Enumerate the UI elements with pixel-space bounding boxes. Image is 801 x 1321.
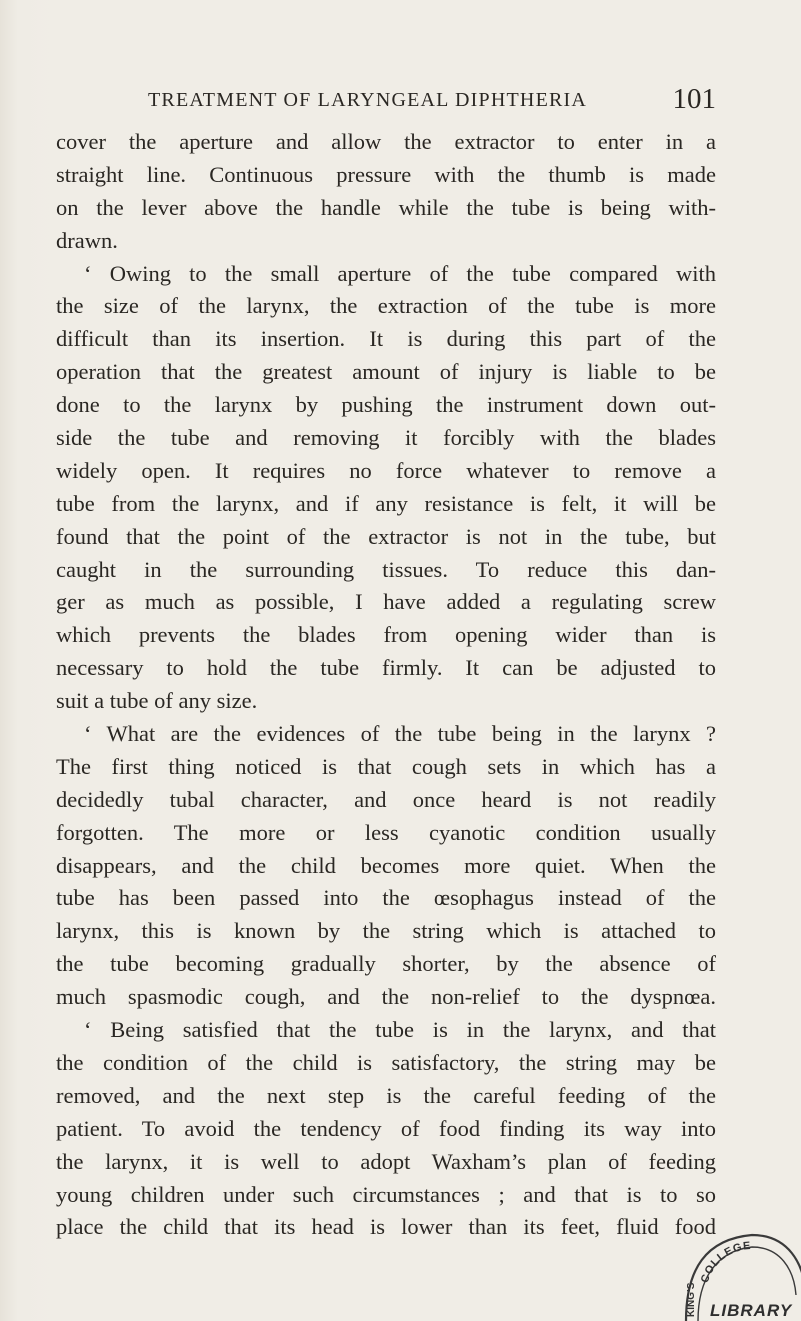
text-line: ‘ Being satisfied that the tube is in the larynx, and that [84, 1017, 716, 1043]
stamp-center-text: LIBRARY [710, 1301, 793, 1320]
running-head [148, 83, 716, 116]
stamp-left-text: KING’S [686, 1282, 697, 1317]
text-line: widely open. It requires no force whatever to remove a [56, 457, 716, 483]
text-line: caught in the surrounding tissues. To reduce this dan- [56, 556, 716, 582]
text-line: necessary to hold the tube firmly. It can be adjusted to [56, 655, 716, 681]
text-line: done to the larynx by pushing the instrument down out- [56, 392, 716, 418]
text-line: which prevents the blades from opening wider than is [56, 622, 716, 648]
text-line: ‘ What are the evidences of the tube being in the larynx ? [84, 721, 716, 747]
text-line: The first thing noticed is that cough sets in which has a [56, 753, 716, 779]
text-line: larynx, this is known by the string which is attached to [56, 918, 716, 944]
text-line: patient. To avoid the tendency of food finding its way into [56, 1115, 716, 1141]
text-line: side the tube and removing it forcibly with the blades [56, 425, 716, 451]
text-line: straight line. Continuous pressure with the thumb is made [56, 161, 716, 187]
text-line: decidedly tubal character, and once heard is not readily [56, 786, 716, 812]
text-line: tube has been passed into the œsophagus instead of the [56, 885, 716, 911]
library-stamp-graphic [676, 1225, 801, 1321]
body-text [56, 126, 716, 1244]
text-line: ger as much as possible, I have added a regulating screw [56, 589, 716, 615]
text-line: disappears, and the child becomes more quiet. When the [56, 852, 716, 878]
text-line: difficult than its insertion. It is during this part of the [56, 326, 716, 352]
text-line: forgotten. The more or less cyanotic condition usually [56, 819, 716, 845]
text-line: much spasmodic cough, and the non-relief to the dyspnœa. [56, 984, 716, 1010]
text-line: the size of the larynx, the extraction of the tube is more [56, 293, 716, 319]
text-line: the tube becoming gradually shorter, by the absence of [56, 951, 716, 977]
text-line: tube from the larynx, and if any resistance is felt, it will be [56, 490, 716, 516]
text-line: the larynx, it is well to adopt Waxham’s plan of feeding [56, 1148, 716, 1174]
text-line: the condition of the child is satisfactory, the string may be [56, 1049, 716, 1075]
text-line: suit a tube of any size. [56, 688, 258, 714]
text-line: cover the aperture and allow the extractor to enter in a [56, 129, 716, 154]
text-line: found that the point of the extractor is not in the tube, but [56, 523, 716, 549]
library-stamp [676, 1225, 801, 1321]
running-title: TREATMENT OF LARYNGEAL DIPHTHERIA [148, 89, 588, 111]
text-line: young children under such circumstances ; and that is to so [56, 1181, 716, 1207]
stamp-top-text: COLLEGE [698, 1239, 752, 1285]
text-line: on the lever above the handle while the tube is being with- [56, 194, 716, 220]
text-line: place the child that its head is lower than its feet, fluid food [56, 1214, 716, 1240]
text-line: drawn. [56, 227, 118, 253]
svg-text:COLLEGE [699, 1240, 752, 1285]
text-line: operation that the greatest amount of injury is liable to be [56, 359, 716, 385]
text-line: removed, and the next step is the careful feeding of the [56, 1082, 716, 1108]
text-line: ‘ Owing to the small aperture of the tube compared with [84, 260, 716, 286]
page-number: 101 [672, 83, 716, 115]
